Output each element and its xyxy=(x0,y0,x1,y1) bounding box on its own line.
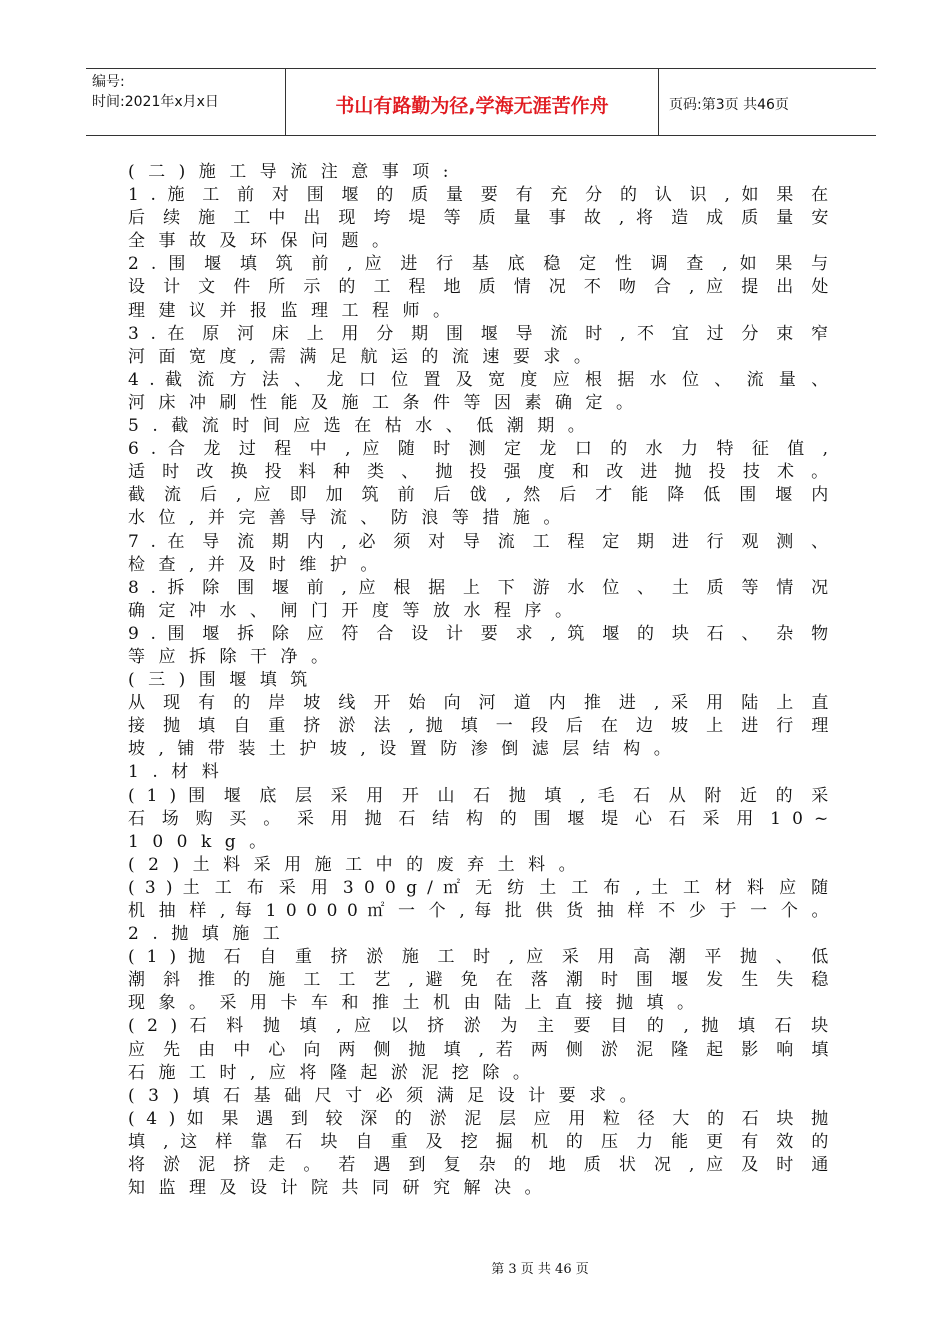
body-line: 现象。采用卡车和推土机由陆上直接抛填。 xyxy=(128,993,708,1014)
body-line: 6 . 合 龙 过 程 中 , 应 随 时 测 定 龙 口 的 水 力 特 征 值 , xyxy=(128,439,829,460)
body-line: 截 流 后 , 应 即 加 筑 前 后 戗 , 然 后 才 能 降 低 围 堰 内 xyxy=(128,485,829,506)
body-line: 100kg。 xyxy=(128,831,280,852)
body-line: (2)土料采用施工中的废弃土料。 xyxy=(128,854,590,875)
doc-number-label: 编号: xyxy=(92,74,125,90)
body-line: (二)施工导流注意事项: xyxy=(128,162,462,182)
body-line: ( 1 ) 抛 石 自 重 挤 淤 施 工 时 , 应 采 用 高 潮 平 抛 、 低 xyxy=(128,947,829,968)
body-line: 将 淤 泥 挤 走 。 若 遇 到 复 杂 的 地 质 状 况 , 应 及 时 通 xyxy=(128,1155,829,1176)
body-line: 河床冲刷性能及施工条件等因素确定。 xyxy=(128,392,647,413)
body-line: 石 场 购 买 。 采 用 抛 石 结 构 的 围 堰 堤 心 石 采 用 1 0 ~ xyxy=(128,808,829,829)
document-body xyxy=(128,161,828,1200)
page-footer: 第 3 页 共 46 页 xyxy=(491,1262,589,1277)
body-line: 9 . 围 堰 拆 除 应 符 合 设 计 要 求 , 筑 堰 的 块 石 、 杂 物 xyxy=(128,623,829,644)
body-line: ( 3 ) 土 工 布 采 用 3 0 0 g / ㎡ 无 纺 土 工 布 , 土 工 材 料 应 随 xyxy=(128,877,829,898)
header-motto: 书山有路勤为径,学海无涯苦作舟 xyxy=(285,69,659,135)
body-line: 检查,并及时维护。 xyxy=(128,554,391,575)
body-line: 后 续 施 工 中 出 现 垮 堤 等 质 量 事 故 , 将 造 成 质 量 安 xyxy=(128,208,829,229)
body-line: 8 . 拆 除 围 堰 前 , 应 根 据 上 下 游 水 位 、 土 质 等 情 况 xyxy=(128,577,829,598)
body-line: 适 时 改 换 投 料 种 类 、 抛 投 强 度 和 改 进 抛 投 技 术 。 xyxy=(128,462,829,483)
body-line: 全事故及环保问题。 xyxy=(128,231,403,252)
body-line: 河面宽度,需满足航运的流速要求。 xyxy=(128,346,605,367)
body-line: 2 . 围 堰 填 筑 前 , 应 进 行 基 底 稳 定 性 调 查 , 如 果 与 xyxy=(128,254,829,275)
body-line: 接 抛 填 自 重 挤 淤 法 , 抛 填 一 段 后 在 边 坡 上 进 行 理 xyxy=(128,716,829,737)
body-line: 4 . 截 流 方 法 、 龙 口 位 置 及 宽 度 应 根 据 水 位 、 流 量 、 xyxy=(128,369,829,390)
header-page-number: 页码:第3页 共46页 xyxy=(669,97,789,113)
body-line: 应 先 由 中 心 向 两 侧 抛 填 , 若 两 侧 淤 泥 隆 起 影 响 填 xyxy=(128,1039,829,1060)
body-line: 7 . 在 导 流 期 内 , 必 须 对 导 流 工 程 定 期 进 行 观 测 、 xyxy=(128,531,829,552)
header-meta xyxy=(86,69,285,135)
body-line: 确定冲水、闸门开度等放水程序。 xyxy=(128,600,586,621)
body-line: 2.抛填施工 xyxy=(128,924,294,945)
body-line: 填 , 这 样 靠 石 块 自 重 及 挖 掘 机 的 压 力 能 更 有 效 的 xyxy=(128,1131,829,1152)
body-line: 1 . 施 工 前 对 围 堰 的 质 量 要 有 充 分 的 认 识 , 如 果 在 xyxy=(128,185,829,206)
body-line: 石施工时,应将隆起淤泥挖除。 xyxy=(128,1062,544,1083)
body-line: ( 4 ) 如 果 遇 到 较 深 的 淤 泥 层 应 用 粒 径 大 的 石 块 抛 xyxy=(128,1108,829,1129)
body-line: 从 现 有 的 岸 坡 线 开 始 向 河 道 内 推 进 , 采 用 陆 上 直 xyxy=(128,693,829,714)
body-line: 设 计 文 件 所 示 的 工 程 地 质 情 况 不 吻 合 , 应 提 出 处 xyxy=(128,277,829,298)
body-line: (3)填石基础尺寸必须满足设计要求。 xyxy=(128,1085,651,1106)
body-line: 水位,并完善导流、防浪等措施。 xyxy=(128,508,574,529)
body-line: 3 . 在 原 河 床 上 用 分 期 围 堰 导 流 时 , 不 宜 过 分 束 窄 xyxy=(128,323,829,344)
body-line: 潮 斜 推 的 施 工 工 艺 , 避 免 在 落 潮 时 围 堰 发 生 失 稳 xyxy=(128,970,829,991)
body-line: 等应拆除干净。 xyxy=(128,646,342,667)
body-line: ( 1 ) 围 堰 底 层 采 用 开 山 石 抛 填 , 毛 石 从 附 近 的 采 xyxy=(128,785,829,806)
body-line: 知监理及设计院共同研究解决。 xyxy=(128,1178,555,1199)
body-line: 5.截流时间应选在枯水、低潮期。 xyxy=(128,416,599,437)
body-line: ( 2 ) 石 料 抛 填 , 应 以 挤 淤 为 主 要 目 的 , 抛 填 石 块 xyxy=(128,1016,829,1037)
body-line: 坡,铺带装土护坡,设置防渗倒滤层结构。 xyxy=(128,739,685,760)
body-line: 1.材料 xyxy=(128,762,233,783)
page-header xyxy=(86,68,876,136)
body-line: 理建议并报监理工程师。 xyxy=(128,300,464,321)
body-line: 机 抽 样 , 每 1 0 0 0 0 ㎡ 一 个 , 每 批 供 货 抽 样 不 少 于 一 个 。 xyxy=(128,901,829,921)
body-line: (三)围堰填筑 xyxy=(128,670,321,691)
time-label: 时间:2021年x月x日 xyxy=(92,94,219,110)
